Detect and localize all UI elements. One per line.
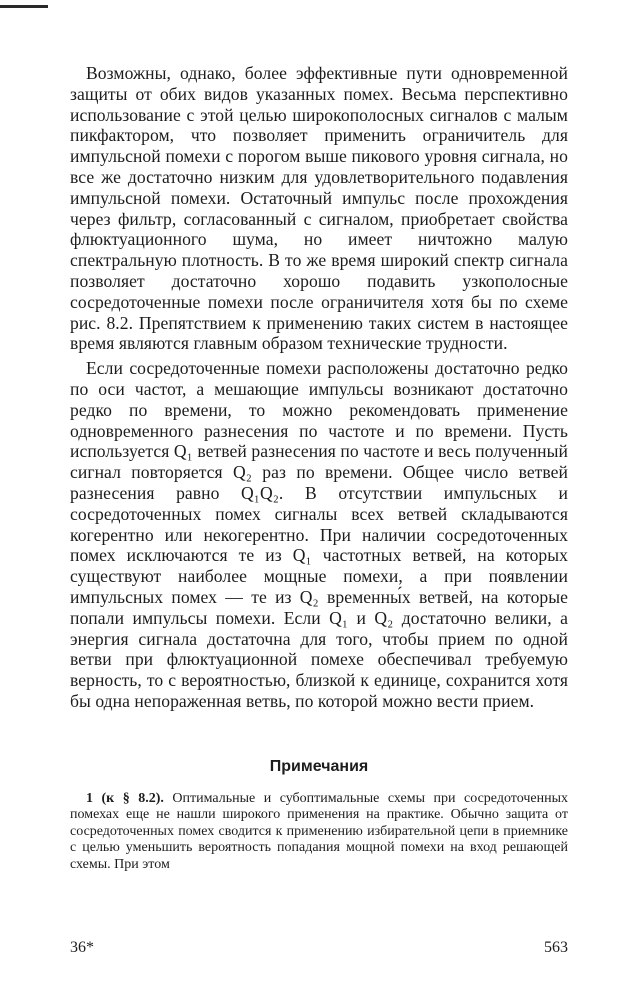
note-1-text: Оптимальные и субоптимальные схемы при сосредоточенных помехах еще не нашли широкого применения на практике. Обычно защита от сосредоточенных помех сводится к применению избирательной цепи в приемнике с целью уменьшить вероятность попадания мощной помехи на вход решающей схемы. При этом [70, 790, 568, 873]
page-content [70, 63, 568, 874]
scan-edge-mark [0, 5, 48, 8]
page-number: 563 [544, 939, 568, 956]
body-paragraph-1: Возможны, однако, более эффективные пути одновременной защиты от обих видов указанных помех. Весьма перспективно использование с этой целью широкополосных сигналов с малым пикфактором, что позволяет применить ограничитель для импульсной помехи с порогом выше пикового уровня сигнала, но все же достаточно низким для удовлетворительного подавления импульсной помехи. Остаточный импульс после прохождения через фильтр, согласованный с сигналом, приобретает свойства флюктуационного шума, но имеет ничтожно малую спектральную плотность. В то же время широкий спектр сигнала позволяет достаточно хорошо подавить узкополосные сосредоточенные помехи после ограничителя хотя бы по схеме рис. 8.2. Препятствием к применению таких систем в настоящее время являются главным образом технические трудности. [70, 63, 568, 354]
body-paragraph-2: Если сосредоточенные помехи расположены достаточно редко по оси частот, а мешающие импульсы возникают достаточно редко по времени, то можно рекомендовать применение одновременного разнесения по частоте и по времени. Пусть используется Q₁ ветвей разнесения по частоте и весь полученный сигнал повторяется Q₂ раз по времени. Общее число ветвей разнесения равно Q₁Q₂. В отсутствии импульсных и сосредоточенных помех сигналы всех ветвей складываются когерентно или некогерентно. При наличии сосредоточенных помех исключаются те из Q₁ частотных ветвей, на которых существуют наиболее мощные помехи, а при появлении импульсных помех — те из Q₂ временны́х ветвей, на которые попали импульсы помехи. Если Q₁ и Q₂ достаточно велики, а энергия сигнала достаточна для того, чтобы прием по одной ветви при флюктуационной помехе обеспечивал требуемую верность, то с вероятностью, близкой к единице, сохранится хотя бы одна непораженная ветвь, по которой можно вести прием. [70, 358, 568, 711]
notes-heading: Примечания [269, 757, 369, 775]
note-1-ref: 1 (к § 8.2). [86, 790, 164, 806]
note-1 [70, 791, 568, 874]
signature-mark: 36* [70, 939, 94, 956]
